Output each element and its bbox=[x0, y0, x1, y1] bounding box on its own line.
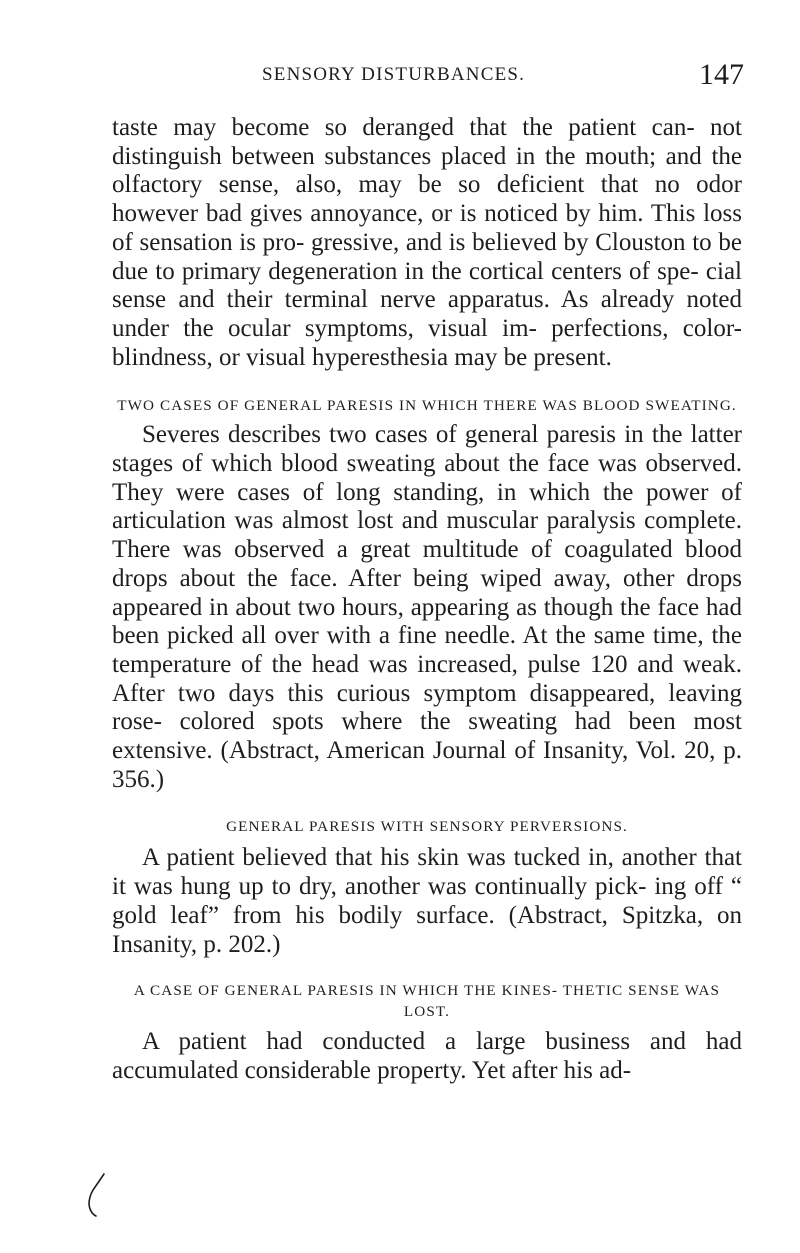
handwritten-bracket-mark-icon bbox=[80, 1170, 110, 1230]
section-heading-sensory-perversions: GENERAL PARESIS WITH SENSORY PERVERSIONS. bbox=[226, 818, 628, 836]
paragraph-kinesthetic-case: A patient had conducted a large business and had accumulated considerable property. Yet after his ad- bbox=[112, 1028, 742, 1084]
paragraph-severes-cases: Severes describes two cases of general paresis in the latter stages of which blood sweating about the face was observed. They were cases of long standing, in which the power of articulation was almost lost and muscular paralysis complete. There was observed a great multitude of coagulated blood drops about the face. After being wiped away, other drops appeared in about two hours, appearing as though the face had been picked all over with a fine needle. At the same time, the temperature of the head was increased, pulse 120 and weak. After two days this curious symptom disappeared, leaving rose- colored spots where the sweating had been most extensive. (Abstract, American Journal of Insanity, Vol. 20, p. 356.) bbox=[112, 421, 742, 793]
running-head bbox=[112, 58, 744, 98]
body-text bbox=[112, 114, 742, 1086]
page-number: 147 bbox=[699, 58, 744, 91]
section-heading-kinesthetic-sense: A CASE OF GENERAL PARESIS IN WHICH THE KINES- THETIC SENSE WAS LOST. bbox=[133, 982, 721, 1021]
section-heading-blood-sweating: TWO CASES OF GENERAL PARESIS IN WHICH THERE WAS BLOOD SWEATING. bbox=[117, 397, 737, 415]
running-title: SENSORY DISTURBANCES. bbox=[262, 64, 526, 85]
paragraph-taste-olfactory: taste may become so deranged that the patient can- not distinguish between substances placed in the mouth; and the olfactory sense, also, may be so deficient that no odor however bad gives annoyance, or is noticed by him. This loss of sensation is pro- gressive, and is believed by Clouston to be due to primary degeneration in the cortical centers of spe- cial sense and their terminal nerve apparatus. As already noted under the ocular symptoms, visual im- perfections, color-blindness, or visual hyperesthesia may be present. bbox=[112, 114, 742, 371]
paragraph-sensory-perversions: A patient believed that his skin was tucked in, another that it was hung up to dry, another was continually pick- ing off “ gold leaf” from his bodily surface. (Abstract, Spitzka, on Insanity, p. 202.) bbox=[112, 844, 742, 958]
